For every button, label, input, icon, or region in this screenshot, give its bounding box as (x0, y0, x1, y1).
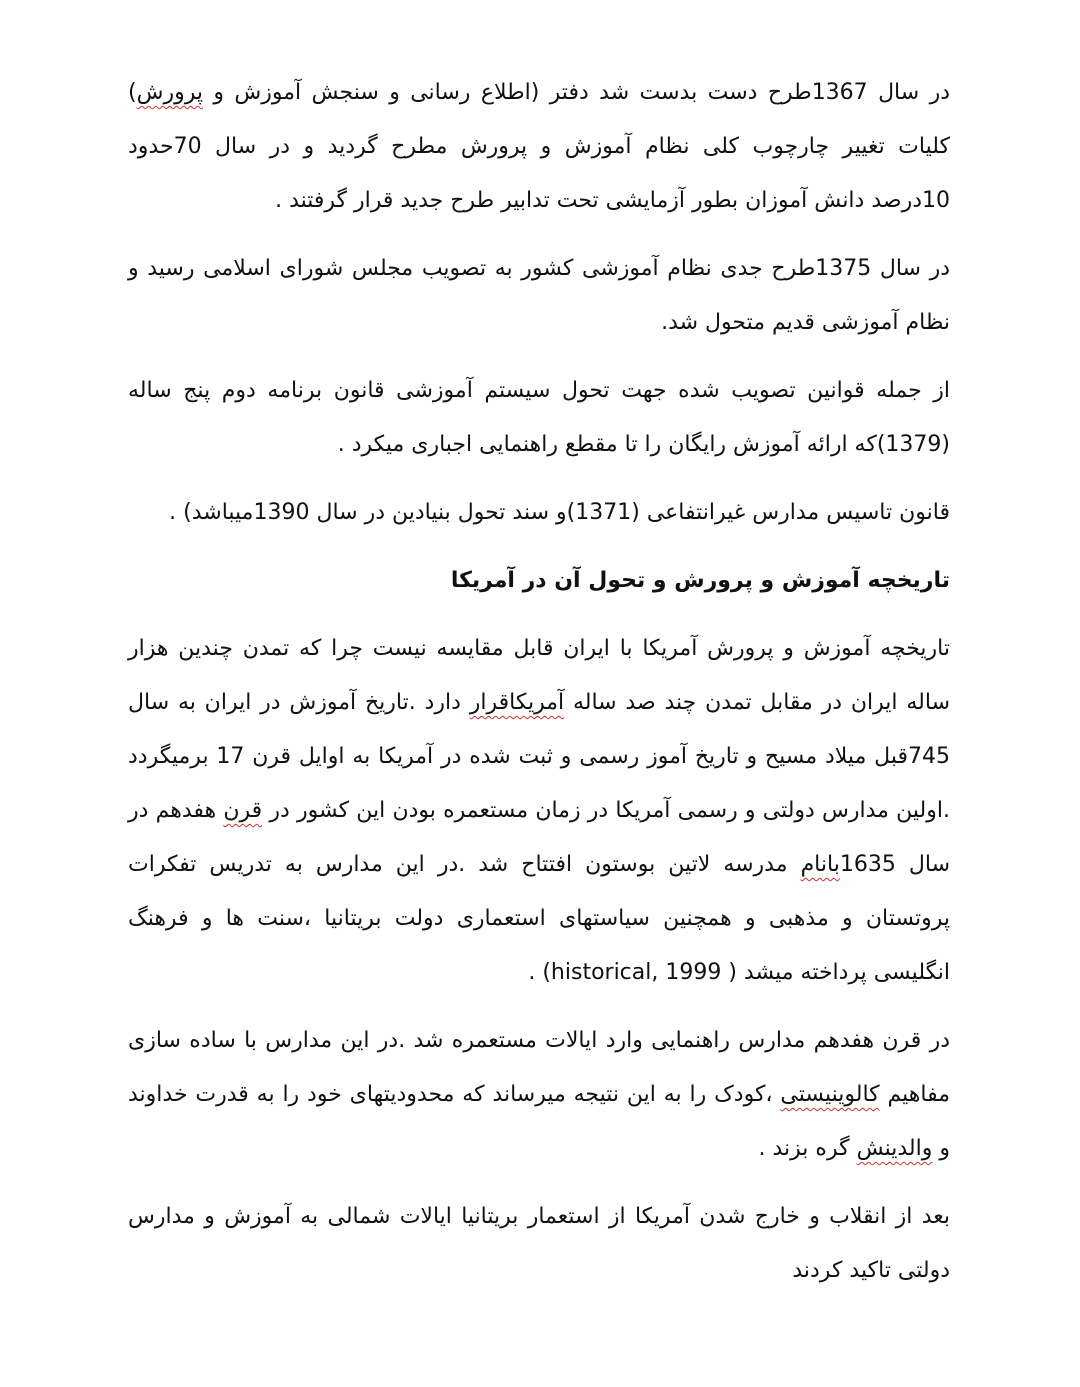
spellcheck-flagged-word[interactable]: والدینش (856, 1136, 933, 1161)
spellcheck-flagged-word[interactable]: بانام (800, 852, 840, 877)
text-run: ،کودک را به این نتیجه میرساند که محدودیتهای خود را به قدرت خداوند و (128, 1082, 950, 1161)
spellcheck-flagged-word[interactable]: آمریکاقرار (469, 690, 565, 715)
spellcheck-flagged-word[interactable]: کالوینیستی (780, 1082, 880, 1107)
text-run: قانون تاسیس مدارس غیرانتفاعی (1371)و سند تحول بنیادین در سال 1390میباشد) . (169, 500, 950, 525)
paragraph-2 (128, 242, 950, 350)
document-body (128, 66, 950, 1312)
spellcheck-flagged-word[interactable]: قرن (223, 798, 263, 823)
text-run: در سال 1375طرح جدی نظام آموزشی کشور به تصویب مجلس شورای اسلامی رسید و نظام آموزشی قدیم متحول شد. (128, 256, 950, 335)
paragraph-6 (128, 1014, 950, 1176)
text-run: در سال 1367طرح دست بدست شد دفتر (اطلاع رسانی و سنجش آموزش و (213, 80, 951, 105)
text-run: هفدهم در سال 1635 (128, 798, 950, 877)
paragraph-5 (128, 622, 950, 1000)
text-run: تاریخچه آموزش و پرورش آمریکا با ایران قابل مقایسه نیست چرا که تمدن چندین هزار ساله ایران در مقابل تمدن چند صد ساله (128, 636, 951, 715)
text-run: ) کلیات تغییر چارچوب کلی نظام آموزش و پرورش مطرح گردید و در سال 70حدود 10درصد دانش آموزان بطور آزمایشی تحت تدابیر طرح جدید قرار گرفتند . (128, 80, 950, 213)
paragraph-4 (128, 486, 950, 540)
section-heading: تاریخچه آموزش و پرورش و تحول آن در آمریکا (450, 568, 950, 593)
paragraph-3 (128, 364, 950, 472)
text-run: دارد .تاریخ آموزش در ایران به سال 745قبل میلاد مسیح و تاریخ آموز رسمی و ثبت شده در آمریکا به اوایل قرن 17 برمیگردد .اولین مدارس دولتی و رسمی آمریکا در زمان مستعمره بودن این کشور در (128, 690, 951, 823)
text-run: مدرسه لاتین بوستون افتتاح شد .در این مدارس به تدریس تفکرات پروتستان و مذهبی و همچنین سیاستهای استعماری دولت بریتانیا ،سنت ها و فرهنگ انگلیسی پرداخته میشد ( historical, 1999) . (128, 852, 950, 985)
text-run: بعد از انقلاب و خارج شدن آمریکا از استعمار بریتانیا ایالات شمالی به آموزش و مدارس دولتی تاکید کردند (128, 1204, 950, 1283)
paragraph-7 (128, 1190, 950, 1298)
paragraph-1 (128, 66, 950, 228)
text-run: در قرن هفدهم مدارس راهنمایی وارد ایالات مستعمره شد .در این مدارس با ساده سازی مفاهیم (128, 1028, 950, 1107)
spellcheck-flagged-word[interactable]: پرورش (136, 80, 203, 105)
text-run: گره بزند . (758, 1136, 850, 1161)
text-run: از جمله قوانین تصویب شده جهت تحول سیستم آموزشی قانون برنامه دوم پنج ساله (1379)که ارائه آموزش رایگان را تا مقطع راهنمایی اجباری میکرد . (128, 378, 950, 457)
